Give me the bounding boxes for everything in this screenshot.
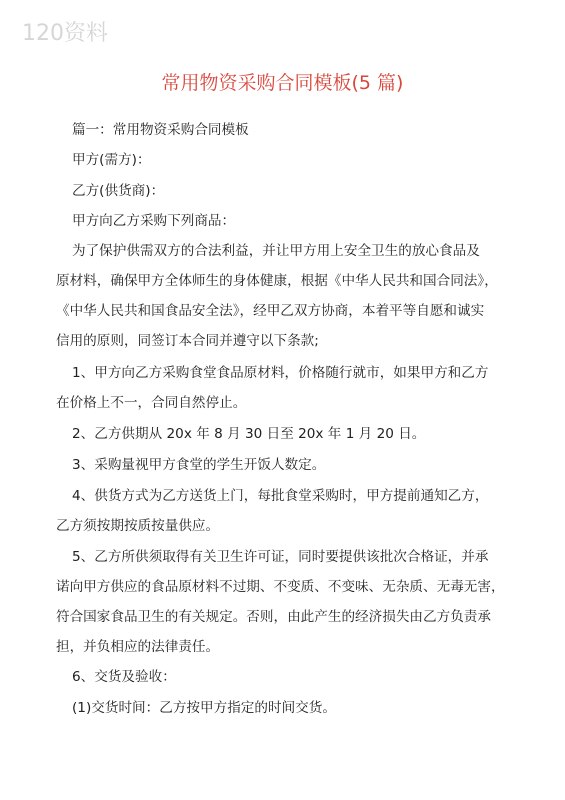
paragraph-line: 信用的原则，同签订本合同并遵守以下条款;	[56, 333, 319, 349]
section-heading: 篇一：常用物资采购合同模板	[72, 122, 249, 138]
purchase-intro-line: 甲方向乙方采购下列商品：	[72, 213, 236, 229]
clause-line: 在价格上不一，合同自然停止。	[56, 395, 247, 411]
clause-line: (1)交货时间：乙方按甲方指定的时间交货。	[72, 700, 336, 716]
clause-line: 诺向甲方供应的食品原材料不过期、不变质、不变味、无杂质、无毒无害，	[56, 579, 505, 595]
clause-line: 5、乙方所供须取得有关卫生许可证，同时要提供该批次合格证，并承	[72, 549, 489, 565]
clause-line: 1、甲方向乙方采购食堂食品原材料，价格随行就市，如果甲方和乙方	[72, 365, 489, 381]
document-title: 常用物资采购合同模板(5 篇)	[161, 72, 404, 94]
clause-line: 4、供货方式为乙方送货上门，每批食堂采购时，甲方提前通知乙方，	[72, 488, 489, 504]
clause-line: 3、采购量视甲方食堂的学生开饭人数定。	[72, 457, 326, 473]
watermark: 120资料	[22, 21, 108, 46]
paragraph-line: 《中华人民共和国食品安全法》，经甲乙双方协商，本着平等自愿和诚实	[56, 303, 485, 319]
clause-line: 6、交货及验收：	[72, 669, 176, 685]
paragraph-line: 为了保护供需双方的合法利益，并让甲方用上安全卫生的放心食品及	[72, 243, 480, 259]
paragraph-line: 原材料，确保甲方全体师生的身体健康，根据《中华人民共和国合同法》，	[56, 273, 498, 289]
clause-line: 乙方须按期按质按量供应。	[56, 518, 220, 534]
party-b-line: 乙方(供货商)：	[72, 183, 165, 199]
party-a-line: 甲方(需方)：	[72, 152, 151, 168]
clause-line: 2、乙方供期从 20x 年 8 月 30 日至 20x 年 1 月 20 日。	[72, 426, 426, 442]
clause-line: 符合国家食品卫生的有关规定。否则，由此产生的经济损失由乙方负责承	[56, 609, 491, 625]
clause-line: 担，并负相应的法律责任。	[56, 639, 220, 655]
